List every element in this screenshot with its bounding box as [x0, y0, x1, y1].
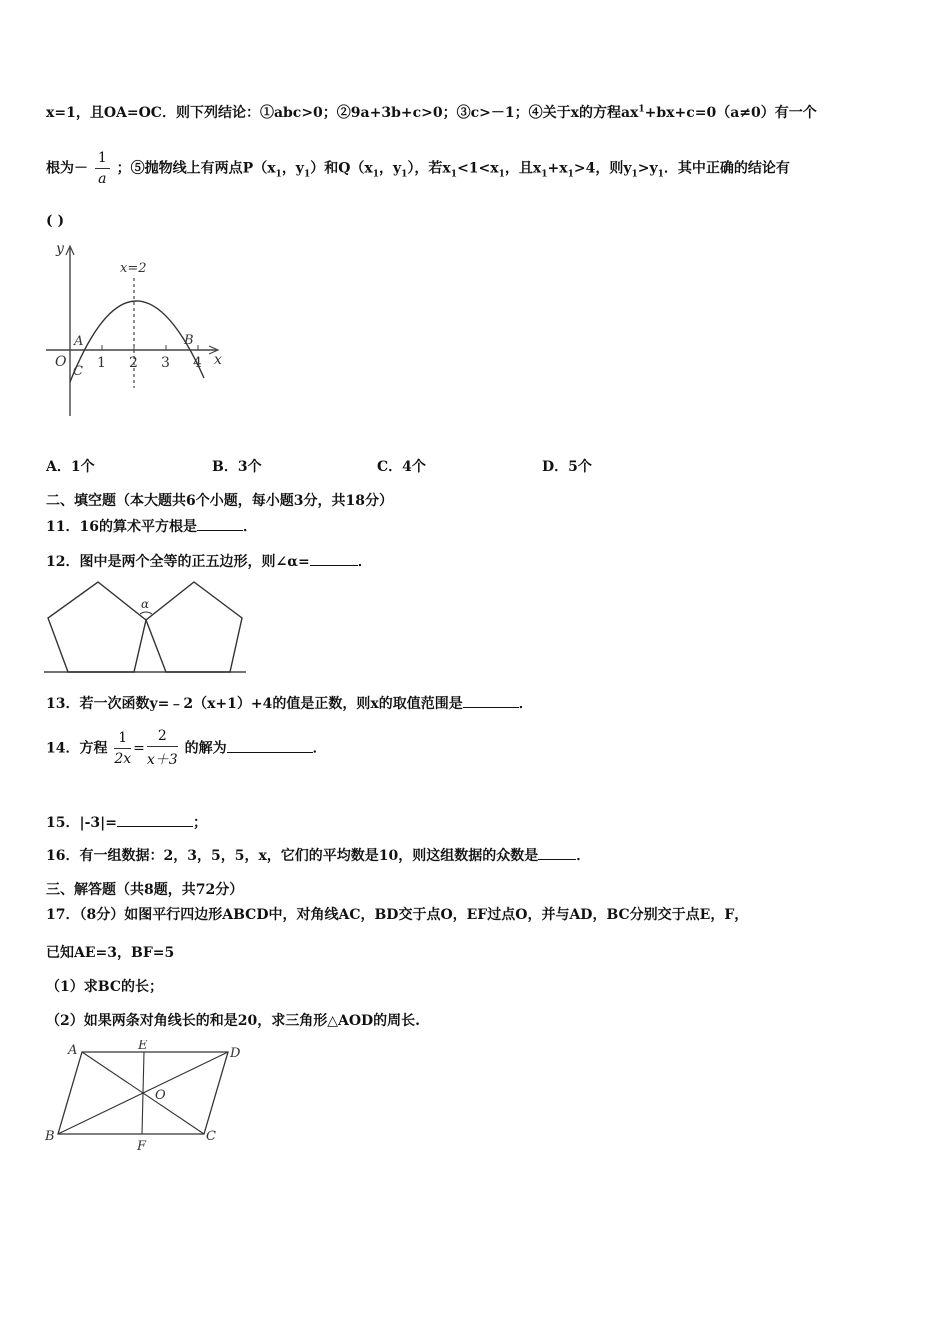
q10-exponent: 1 [638, 104, 645, 115]
angle-alpha-arc [140, 612, 152, 614]
tick-label-4: 4 [193, 355, 202, 371]
parallelogram-figure [42, 1040, 247, 1155]
choice-c[interactable]: C．4个 [377, 459, 426, 475]
q10-text-1: x=1，且OA=OC．则下列结论：①abc>0；②9a+3b+c>0；③c>－1；④关于x的方程ax [46, 105, 639, 121]
q14-suffix: 的解为 [184, 740, 227, 757]
tick-label-1: 1 [97, 355, 106, 371]
sub: 1 [401, 169, 408, 180]
q13-text: 13．若一次函数y=﹣2（x+1）+4的值是正数，则x的取值范围是 [46, 696, 463, 712]
sub: 1 [541, 169, 548, 180]
pentagons-figure [42, 578, 252, 678]
sub: 1 [372, 169, 380, 180]
q11-blank[interactable] [197, 518, 243, 531]
question-16 [46, 845, 590, 865]
frac-num: 1 [114, 730, 131, 749]
frac-den: x＋3 [146, 752, 178, 768]
section-3-heading: 三、解答题（共8题，共72分） [46, 882, 244, 898]
x-axis-label: x [214, 352, 222, 368]
q10-text-f: ），若x [407, 160, 451, 177]
q14-blank[interactable] [227, 740, 313, 753]
q10-text-d: ）和Q（x [310, 160, 373, 177]
q10-text-l: ．其中正确的结论有 [663, 160, 790, 177]
q10-root-text: 根为－ [46, 160, 88, 177]
q15-text: 15．|-3|= [46, 815, 117, 831]
choice-b[interactable]: B．3个 [212, 459, 262, 475]
q16-blank[interactable] [538, 847, 576, 860]
label-e: E [138, 1040, 148, 1053]
q14-prefix: 14．方程 [46, 740, 108, 757]
q13-period: ． [518, 696, 533, 712]
question-17-line1: 17．（8分）如图平行四边形ABCD中，对角线AC，BD交于点O，EF过点O，并与AD，BC分别交于点E，F， [46, 907, 749, 923]
q10-text-e: ，y [379, 160, 402, 177]
q10-fraction [95, 150, 110, 187]
parabola-graph [42, 238, 232, 420]
frac-num: 1 [95, 150, 110, 169]
tick-label-3: 3 [161, 355, 170, 371]
q16-text: 16．有一组数据：2，3，5，5，x，它们的平均数是10，则这组数据的众数是 [46, 848, 539, 864]
sub: 1 [303, 169, 311, 180]
q12-text: 12．图中是两个全等的正五边形，则∠α= [46, 554, 310, 570]
point-a-label: A [74, 334, 84, 349]
sub: 1 [498, 169, 505, 180]
q10-text-k: >y [637, 160, 658, 177]
q14-period: ． [312, 740, 327, 757]
label-f: F [137, 1139, 147, 1154]
q10-text-1-end: +bx+c=0（a≠0）有一个 [644, 105, 817, 121]
q15-blank[interactable] [117, 814, 193, 827]
q14-left-fraction [114, 730, 131, 767]
point-b-label: B [184, 333, 194, 348]
q10-text-h: ，且x [504, 160, 542, 177]
question-17-part2: （2）如果两条对角线长的和是20，求三角形△AOD的周长. [46, 1013, 421, 1029]
label-b: B [45, 1129, 55, 1144]
pentagon-right [146, 582, 242, 672]
point-c-label: C [73, 364, 83, 379]
q10-text-c: ，y [281, 160, 304, 177]
y-axis-label: y [56, 241, 64, 257]
origin-label: O [55, 354, 67, 370]
q10-line2 [46, 150, 790, 187]
label-o: O [155, 1088, 166, 1103]
frac-den: a [98, 171, 107, 187]
section-2-heading: 二、填空题（本大题共6个小题，每小题3分，共18分） [46, 493, 393, 509]
label-a: A [68, 1043, 78, 1058]
q13-blank[interactable] [463, 695, 519, 708]
q12-period: ． [357, 554, 372, 570]
q12-blank[interactable] [310, 553, 358, 566]
question-14 [46, 728, 327, 769]
question-12 [46, 551, 372, 571]
q14-right-fraction [147, 728, 178, 769]
q10-answer-paren: ( ) [46, 213, 65, 229]
sub: 1 [631, 169, 638, 180]
frac-den: 2x [114, 751, 132, 767]
choice-a[interactable]: A．1个 [46, 459, 95, 475]
sub: 1 [657, 169, 664, 180]
q10-text-g: <1<x [457, 160, 499, 177]
sub: 1 [450, 169, 458, 180]
question-17-line2: 已知AE=3，BF=5 [46, 945, 175, 961]
q10-text-b: ；⑤抛物线上有两点P（x [116, 160, 276, 177]
q15-end: ； [192, 815, 207, 831]
q11-period: ． [242, 519, 257, 535]
question-17-part1: （1）求BC的长； [46, 979, 163, 995]
frac-num: 2 [147, 728, 178, 747]
question-15 [46, 812, 207, 832]
label-c: C [206, 1129, 216, 1144]
sub: 1 [567, 169, 574, 180]
symmetry-label: x=2 [120, 261, 147, 276]
sub: 1 [275, 169, 282, 180]
question-13 [46, 693, 533, 713]
choice-d[interactable]: D．5个 [542, 459, 592, 475]
angle-alpha-label: α [141, 597, 150, 611]
question-11 [46, 516, 257, 536]
q10-text-j: >4，则y [573, 160, 632, 177]
q10-line1 [46, 102, 817, 122]
label-d: D [230, 1046, 241, 1061]
tick-label-2: 2 [129, 355, 138, 371]
q16-period: ． [576, 848, 591, 864]
q14-equals: = [133, 740, 145, 757]
q11-text: 11．16的算术平方根是 [46, 519, 197, 535]
pentagon-left [48, 582, 146, 672]
q10-text-i: +x [547, 160, 568, 177]
